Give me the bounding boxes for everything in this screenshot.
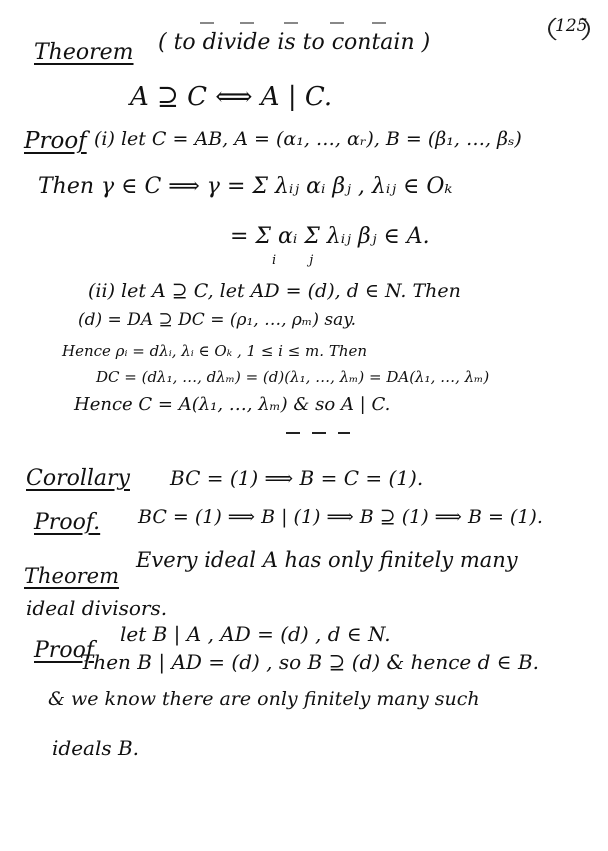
top-dash: [284, 22, 298, 24]
top-dash: [330, 22, 344, 24]
proof-line: let B | A , AD = (d) , d ∈ N.: [120, 622, 391, 646]
proof-line: Then B | AD = (d) , so B ⊇ (d) & hence d ∈ B.: [80, 650, 540, 674]
proof-line: (ii) let A ⊇ C, let AD = (d), d ∈ N. Then: [88, 280, 461, 302]
top-dash: [240, 22, 254, 24]
proof-line: Hence C = A(λ₁, …, λₘ) & so A | C.: [74, 394, 391, 415]
proof-label: Proof.: [34, 510, 101, 535]
theorem-statement: A ⊇ C ⟺ A | C.: [130, 82, 333, 112]
theorem-statement: ideal divisors.: [26, 596, 168, 620]
proof-label: Proof: [24, 128, 87, 154]
separator-dash: [286, 432, 300, 434]
proof-line: = Σ αᵢ Σ λᵢⱼ βⱼ ∈ A.: [230, 224, 430, 249]
top-dash: [372, 22, 386, 24]
proof-line: Hence ρᵢ = dλᵢ, λᵢ ∈ Oₖ , 1 ≤ i ≤ m. Then: [62, 342, 368, 360]
proof-line: (i) let C = AB, A = (α₁, …, αᵣ), B = (β₁, …, βₛ): [94, 128, 522, 150]
proof-label: Proof: [34, 638, 94, 663]
theorem-label: Theorem: [34, 40, 134, 65]
separator-dash: [312, 432, 326, 434]
corollary-statement: BC = (1) ⟹ B = C = (1).: [170, 466, 424, 490]
proof-line: BC = (1) ⟹ B | (1) ⟹ B ⊇ (1) ⟹ B = (1).: [138, 506, 543, 528]
corollary-label: Corollary: [26, 466, 130, 491]
theorem-note: ( to divide is to contain ): [158, 30, 431, 55]
proof-line-subscript: i j: [272, 253, 314, 268]
proof-line: ideals B.: [52, 736, 140, 760]
proof-line: (d) = DA ⊇ DC = (ρ₁, …, ρₘ) say.: [78, 310, 356, 330]
theorem-statement: Every ideal A has only finitely many: [136, 548, 518, 572]
page-number: 125: [555, 16, 588, 36]
proof-line: & we know there are only finitely many such: [48, 688, 480, 710]
theorem-label: Theorem: [24, 564, 119, 588]
separator-dash: [338, 432, 350, 434]
proof-line: Then γ ∈ C ⟹ γ = Σ λᵢⱼ αᵢ βⱼ , λᵢⱼ ∈ Oₖ: [38, 174, 453, 199]
proof-line: DC = (dλ₁, …, dλₘ) = (d)(λ₁, …, λₘ) = DA(λ₁, …, λₘ): [96, 368, 490, 386]
top-dash: [200, 22, 214, 24]
